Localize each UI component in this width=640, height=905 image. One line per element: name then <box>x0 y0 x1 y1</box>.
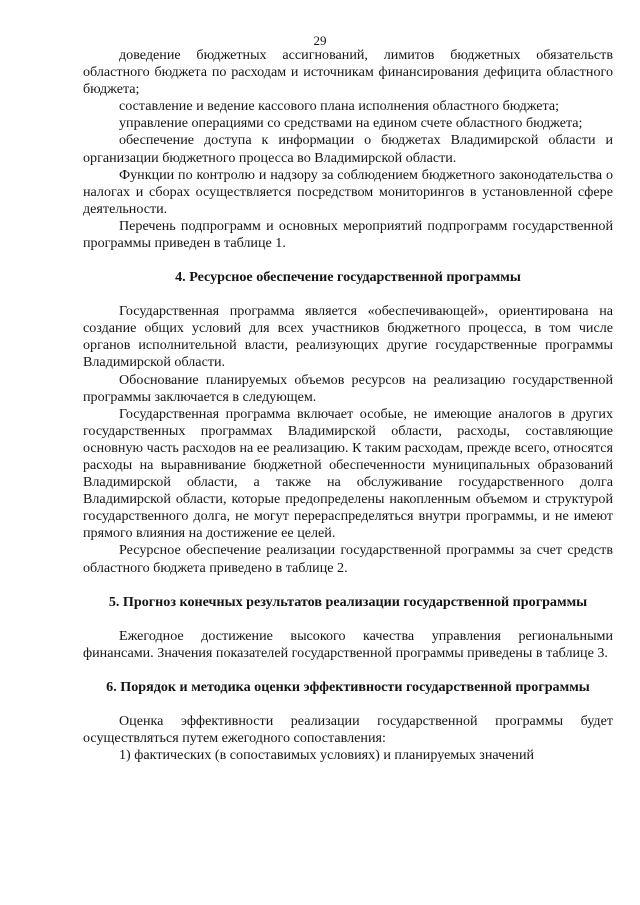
section-4-paragraph: Ресурсное обеспечение реализации государственной программы за счет средств областного бюджета приведено в таблице 2. <box>83 542 613 576</box>
section-6-heading: 6. Порядок и методика оценки эффективности государственной программы <box>106 678 590 695</box>
section-4-paragraph: Государственная программа включает особые, не имеющие аналогов в других государственных программах Владимирской области, расходы, составляющие основную часть расходов на ее реализацию. К таким расходам, прежде всего, относятся расходы на выравнивание бюджетной обеспеченности муниципальных образований Владимирской области, а также на обслуживание государственного долга Владимирской области, которые предопределены накопленным объемом и структурой государственного долга, не могут перераспределяться внутри программы, и не имеют прямого влияния на достижение ее целей. <box>83 405 613 542</box>
section-4-paragraph: Обоснование планируемых объемов ресурсов на реализацию государственной программы заключается в следующем. <box>83 371 613 405</box>
section-5-heading: 5. Прогноз конечных результатов реализации государственной программы <box>108 593 588 610</box>
section-5-paragraph: Ежегодное достижение высокого качества управления региональными финансами. Значения показателей государственной программы приведены в таблице 3. <box>83 627 613 661</box>
paragraph-subprograms-list: Перечень подпрограмм и основных мероприятий подпрограмм государственной программы приведен в таблице 1. <box>83 217 613 252</box>
page-body <box>83 47 613 764</box>
section-4-heading: 4. Ресурсное обеспечение государственной программы <box>175 269 521 286</box>
paragraph-information-access: обеспечение доступа к информации о бюджетах Владимирской области и организации бюджетного процесса во Владимирской области. <box>83 132 613 166</box>
paragraph-budget-allocations: доведение бюджетных ассигнований, лимитов бюджетных обязательств областного бюджета по расходам и источникам финансирования дефицита областного бюджета; <box>83 47 613 98</box>
paragraph-single-account: управление операциями со средствами на едином счете областного бюджета; <box>119 115 583 132</box>
section-6-paragraph: Оценка эффективности реализации государственной программы будет осуществляться путем ежегодного сопоставления: <box>83 712 613 746</box>
page-number: 29 <box>313 33 327 48</box>
section-6-paragraph: 1) фактических (в сопоставимых условиях) и планируемых значений <box>119 747 535 763</box>
paragraph-control-functions: Функции по контролю и надзору за соблюдением бюджетного законодательства о налогах и сборах осуществляется посредством мониторингов в установленной сфере деятельности. <box>83 166 613 217</box>
paragraph-cash-plan: составление и ведение кассового плана исполнения областного бюджета; <box>119 98 560 115</box>
section-4-paragraph: Государственная программа является «обеспечивающей», ориентирована на создание общих условий для всех участников бюджетного процесса, в том числе органов исполнительной власти, реализующих другие государственные программы Владимирской области. <box>83 303 613 371</box>
